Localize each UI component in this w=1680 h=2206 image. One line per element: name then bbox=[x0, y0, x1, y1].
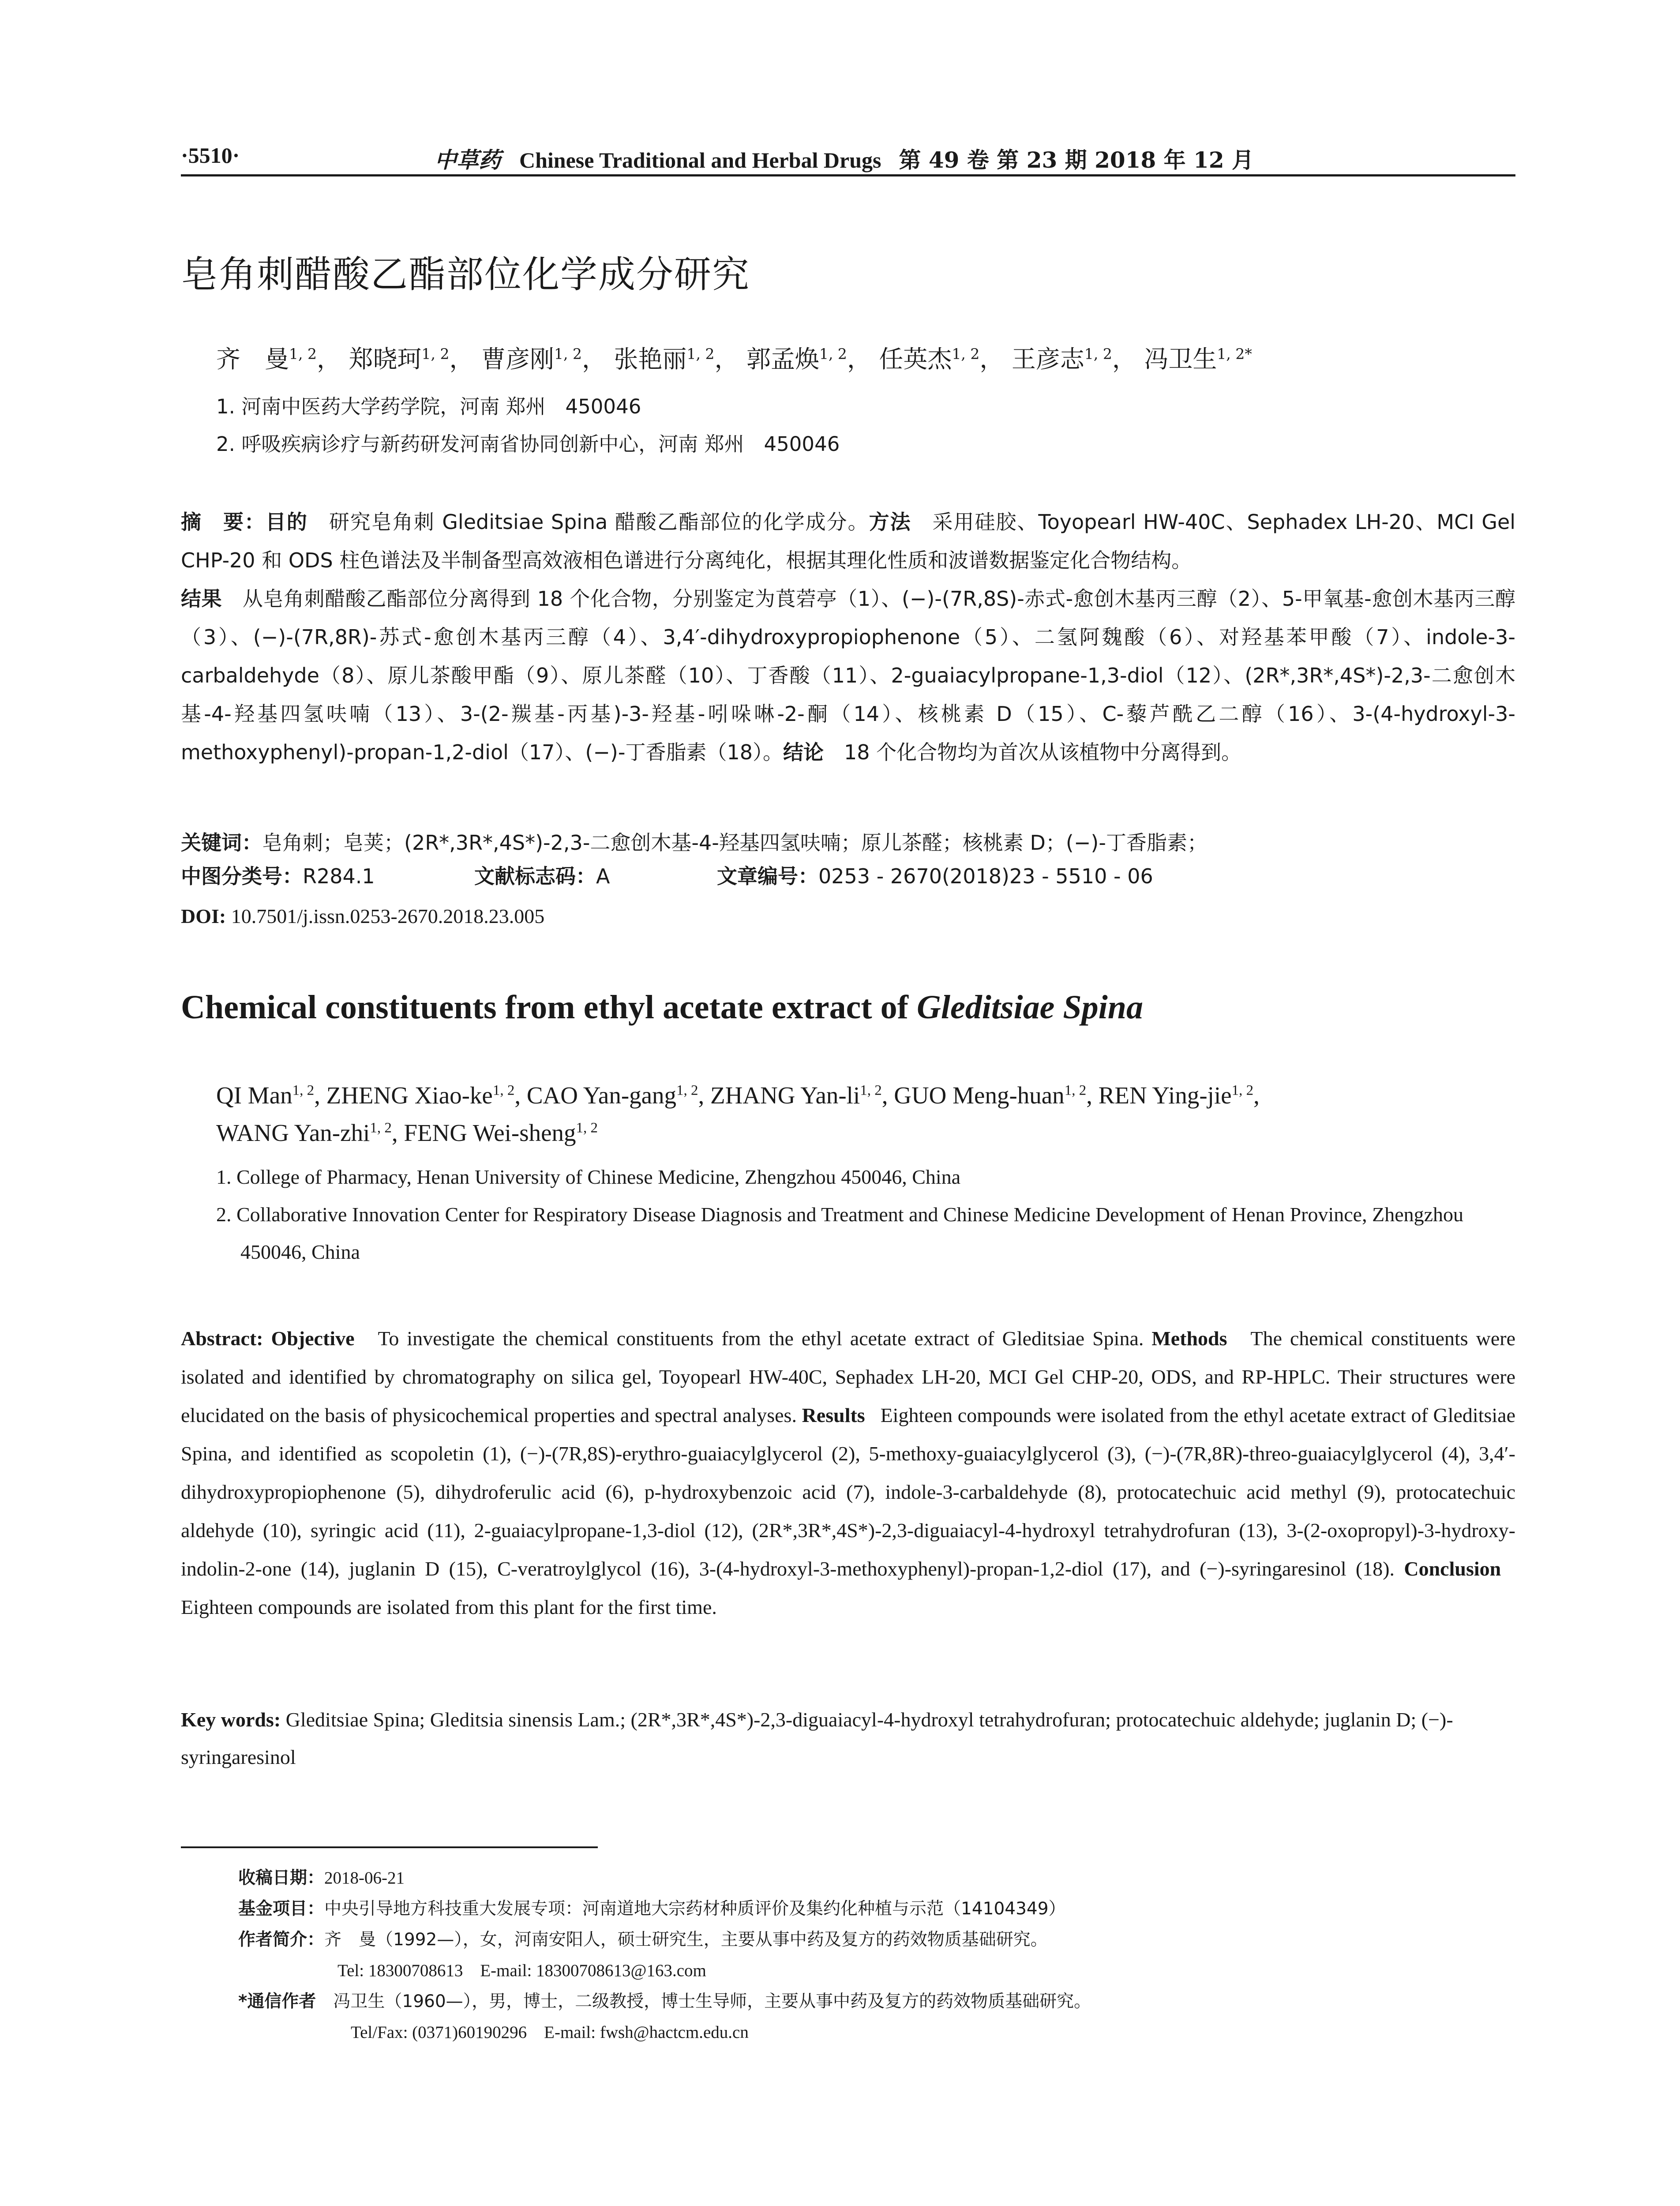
methods-en: The chemical constituents were isolated and identified by chromatography on silica gel, Toyopearl HW-40C, Sephadex LH-20, MCI Gel CHP-20, ODS, and RP-HPLC. Their structures were elucidated on the basis of physicochemical properties and spectral analyses. bbox=[181, 1327, 1516, 1426]
author-bio-text: 齐 曼（1992—），女，河南安阳人，硕士研究生，主要从事中药及复方的药效物质基础研究。 bbox=[324, 1930, 1048, 1950]
doi-value[interactable]: 10.7501/j.issn.0253-2670.2018.23.005 bbox=[231, 905, 545, 927]
footnote-corresponding bbox=[238, 1988, 1515, 2012]
clc-label: 中图分类号： bbox=[181, 864, 303, 888]
footnote-author-contact bbox=[338, 1957, 1615, 1981]
title-en-main: Chemical constituents from ethyl acetate extract of bbox=[181, 989, 917, 1026]
author-sup: 1, 2 bbox=[676, 1082, 698, 1099]
running-header bbox=[181, 139, 1515, 174]
author-en: QI Man bbox=[216, 1082, 292, 1109]
objective-label-cn: 目的 bbox=[265, 510, 308, 534]
author-cn: 冯卫生 bbox=[1144, 345, 1217, 373]
footnote-received bbox=[238, 1864, 1515, 1889]
conclusion-en: Eighteen compounds are isolated from this plant for the first time. bbox=[181, 1596, 717, 1618]
conclusion-label-cn: 结论 bbox=[783, 740, 824, 764]
author-sup: 1, 2 bbox=[819, 345, 847, 363]
keywords-cn bbox=[181, 825, 1515, 860]
fund-label: 基金项目： bbox=[238, 1899, 325, 1919]
header-rule bbox=[181, 174, 1515, 176]
corresponding-text: 冯卫生（1960—），男，博士，二级教授，博士生导师，主要从事中药及复方的药效物质基础研究。 bbox=[333, 1992, 1091, 2011]
clc-value: R284.1 bbox=[303, 864, 375, 888]
author-cn: 郑晓珂 bbox=[349, 345, 422, 373]
received-date: 2018-06-21 bbox=[324, 1868, 405, 1887]
author-en: WANG Yan-zhi bbox=[216, 1119, 370, 1146]
author-sup: 1, 2 bbox=[1084, 345, 1112, 363]
author-bio-label: 作者简介： bbox=[238, 1930, 325, 1950]
abstract-en-label: Abstract: bbox=[181, 1327, 263, 1350]
article-no-value: 0253 - 2670(2018)23 - 5510 - 06 bbox=[818, 864, 1153, 888]
author-en: REN Ying-jie bbox=[1098, 1082, 1232, 1109]
objective-cn: 研究皂角刺 Gleditsiae Spina 醋酸乙酯部位的化学成分。 bbox=[329, 510, 869, 534]
author-sup: 1, 2 bbox=[952, 345, 980, 363]
doi-label: DOI: bbox=[181, 905, 226, 927]
methods-label-en: Methods bbox=[1151, 1327, 1227, 1350]
author-en: FENG Wei-sheng bbox=[404, 1119, 576, 1146]
author-sup: 1, 2 bbox=[370, 1120, 392, 1136]
doi-line bbox=[181, 904, 544, 928]
title-en bbox=[181, 988, 1143, 1027]
affiliation-en-2: 2. Collaborative Innovation Center for Respiratory Disease Diagnosis and Treatment and Chinese Medicine Development of Henan Province, Zhengzhou 450046, China bbox=[216, 1203, 1464, 1263]
issue-info: 第 49 卷 第 23 期 2018 年 12 月 bbox=[899, 147, 1254, 173]
footnote-corresponding-contact bbox=[351, 2018, 1628, 2043]
abstract-cn bbox=[181, 503, 1515, 772]
author-sup: 1, 2 bbox=[860, 1082, 882, 1099]
received-label: 收稿日期： bbox=[238, 1868, 325, 1888]
results-en: Eighteen compounds were isolated from the ethyl acetate extract of Gleditsiae Spina, and identified as scopoletin (1), (−)-(7R,8S)-erythro-guaiacylglycerol (2), 5-methoxy-guaiacylglycerol (3), (−)-(7R,8R)-threo-guaiacylglycerol (4), 3,4′-dihydroxypropiophenone (5), dihydroferulic acid (6), p-hydroxybenzoic acid (7), indole-3-carbaldehyde (8), protocatechuic acid methyl (9), protocatechuic aldehyde (10), syringic acid (11), 2-guaiacylpropane-1,3-diol (12), (2R*,3R*,4S*)-2,3-diguaiacyl-4-hydroxyl tetrahydrofuran (13), 3-(2-oxopropyl)-3-hydroxy-indolin-2-one (14), juglanin D (15), C-veratroylglycol (16), 3-(4-hydroxyl-3-methoxyphenyl)-propan-1,2-diol (17), and (−)-syringaresinol (18). bbox=[181, 1404, 1516, 1580]
affiliation-cn-2: 2. 呼吸疾病诊疗与新药研发河南省协同创新中心，河南 郑州 450046 bbox=[216, 432, 840, 456]
author-sup: 1, 2 bbox=[686, 345, 715, 363]
author-sup: 1, 2 bbox=[576, 1120, 598, 1136]
author-cn: 王彦志 bbox=[1011, 345, 1084, 373]
author-en: GUO Meng-huan bbox=[894, 1082, 1065, 1109]
abstract-en bbox=[181, 1319, 1515, 1626]
page-number: ·5510· bbox=[181, 143, 240, 168]
conclusion-cn: 18 个化合物均为首次从该植物中分离得到。 bbox=[844, 740, 1242, 764]
author-en: ZHENG Xiao-ke bbox=[326, 1082, 493, 1109]
classification-line bbox=[181, 860, 1515, 889]
journal-name-cn: 中草药 bbox=[435, 147, 501, 173]
journal-name-en: Chinese Traditional and Herbal Drugs bbox=[519, 148, 881, 173]
author-cn: 曹彦刚 bbox=[481, 345, 554, 373]
journal-line bbox=[435, 143, 1254, 174]
footnote-fund bbox=[238, 1895, 1515, 1920]
author-cn: 张艳丽 bbox=[614, 345, 687, 373]
author-sup: 1, 2* bbox=[1217, 345, 1252, 363]
objective-en: To investigate the chemical constituents from the ethyl acetate extract of Gleditsiae Spina. bbox=[378, 1327, 1144, 1350]
results-label-en: Results bbox=[802, 1404, 865, 1426]
keywords-en bbox=[181, 1701, 1515, 1776]
abstract-cn-label: 摘 要： bbox=[181, 510, 266, 534]
author-contact: Tel: 18300708613 E-mail: 18300708613@163.com bbox=[338, 1961, 706, 1980]
objective-label-en: Objective bbox=[271, 1327, 355, 1350]
footnote-author bbox=[238, 1926, 1515, 1951]
author-en: CAO Yan-gang bbox=[526, 1082, 677, 1109]
footnote-rule bbox=[181, 1846, 598, 1848]
author-sup: 1, 2 bbox=[289, 345, 317, 363]
author-cn: 任英杰 bbox=[879, 345, 952, 373]
results-label-cn: 结果 bbox=[181, 587, 222, 611]
conclusion-label-en: Conclusion bbox=[1404, 1557, 1501, 1580]
author-cn: 郭孟焕 bbox=[746, 345, 819, 373]
author-sup: 1, 2 bbox=[292, 1082, 315, 1099]
fund-text: 中央引导地方科技重大发展专项：河南道地大宗药材种质评价及集约化种植与示范（14104349） bbox=[324, 1899, 1066, 1919]
keywords-en-text: Gleditsiae Spina; Gleditsia sinensis Lam.; (2R*,3R*,4S*)-2,3-diguaiacyl-4-hydroxyl tetrahydrofuran; protocatechuic aldehyde; juglanin D; (−)-syringaresinol bbox=[181, 1708, 1453, 1768]
doc-code-label: 文献标志码： bbox=[474, 864, 596, 888]
authors-en: QI Man$^{1, 2}$, ZHENG Xiao-ke$^{1, 2}$, CAO Yan-gang$^{1, 2}$, ZHANG Yan-li$^{1, 2}$, GUO Meng-huan$^{1, 2}$, REN Ying-jie$^{1, 2}$, WANG Yan-zhi$^{1, 2}$, FENG Wei-sheng$^{1, 2}$ bbox=[216, 1082, 1260, 1146]
author-sup: 1, 2 bbox=[554, 345, 582, 363]
doc-code-value: A bbox=[596, 864, 610, 888]
methods-label-cn: 方法 bbox=[869, 510, 911, 534]
title-cn: 皂角刺醋酸乙酯部位化学成分研究 bbox=[181, 253, 750, 296]
title-en-species: Gleditsiae Spina bbox=[916, 989, 1144, 1026]
author-sup: 1, 2 bbox=[1231, 1082, 1254, 1099]
methods-cn: 采用硅胶、Toyopearl HW-40C、Sephadex LH-20、MCI Gel CHP-20 和 ODS 柱色谱法及半制备型高效液相色谱进行分离纯化，根据其理化性质和波谱数据鉴定化合物结构。 bbox=[181, 510, 1516, 572]
author-sup: 1, 2 bbox=[1064, 1082, 1087, 1099]
author-sup: 1, 2 bbox=[492, 1082, 515, 1099]
corresponding-label: *通信作者 bbox=[238, 1992, 316, 2011]
results-cn: 从皂角刺醋酸乙酯部位分离得到 18 个化合物，分别鉴定为莨菪亭（1）、(−)-(7R,8S)-赤式-愈创木基丙三醇（2）、5-甲氧基-愈创木基丙三醇（3）、(−)-(7R,8R)-苏式-愈创木基丙三醇（4）、3,4′-dihydroxypropiophenone（5）、二氢阿魏酸（6）、对羟基苯甲酸（7）、indole-3-carbaldehyde（8）、原儿茶酸甲酯（9）、原儿茶醛（10）、丁香酸（11）、2-guaiacylpropane-1,3-diol（12）、(2R*,3R*,4S*)-2,3-二愈创木基-4-羟基四氢呋喃（13）、3-(2-羰基-丙基)-3-羟基-吲哚啉-2-酮（14）、核桃素 D（15）、C-藜芦酰乙二醇（16）、3-(4-hydroxyl-3-methoxyphenyl)-propan-1,2-diol（17）、(−)-丁香脂素（18）。 bbox=[181, 587, 1515, 764]
article-no-label: 文章编号： bbox=[717, 864, 818, 888]
corresponding-contact: Tel/Fax: (0371)60190296 E-mail: fwsh@hactcm.edu.cn bbox=[351, 2023, 749, 2042]
affiliation-cn-1: 1. 河南中医药大学药学院，河南 郑州 450046 bbox=[216, 395, 641, 418]
author-cn: 齐 曼 bbox=[216, 345, 289, 373]
authors-cn: 齐 曼$^{1, 2}$， 郑晓珂$^{1, 2}$， 曹彦刚$^{1, 2}$， 张艳丽$^{1, 2}$， 郭孟焕$^{1, 2}$， 任英杰$^{1, 2}$， 王彦志$^{1, 2}$， 冯卫生$^{1, 2*}$ bbox=[216, 345, 1252, 373]
keywords-cn-label: 关键词： bbox=[181, 831, 262, 855]
author-en: ZHANG Yan-li bbox=[710, 1082, 860, 1109]
keywords-en-label: Key words: bbox=[181, 1708, 281, 1731]
keywords-cn-text: 皂角刺；皂荚；(2R*,3R*,4S*)-2,3-二愈创木基-4-羟基四氢呋喃；原儿茶醛；核桃素 D；(−)-丁香脂素； bbox=[262, 831, 1208, 855]
author-sup: 1, 2 bbox=[421, 345, 450, 363]
affiliation-en-1: 1. College of Pharmacy, Henan University of Chinese Medicine, Zhengzhou 450046, China bbox=[216, 1166, 961, 1188]
